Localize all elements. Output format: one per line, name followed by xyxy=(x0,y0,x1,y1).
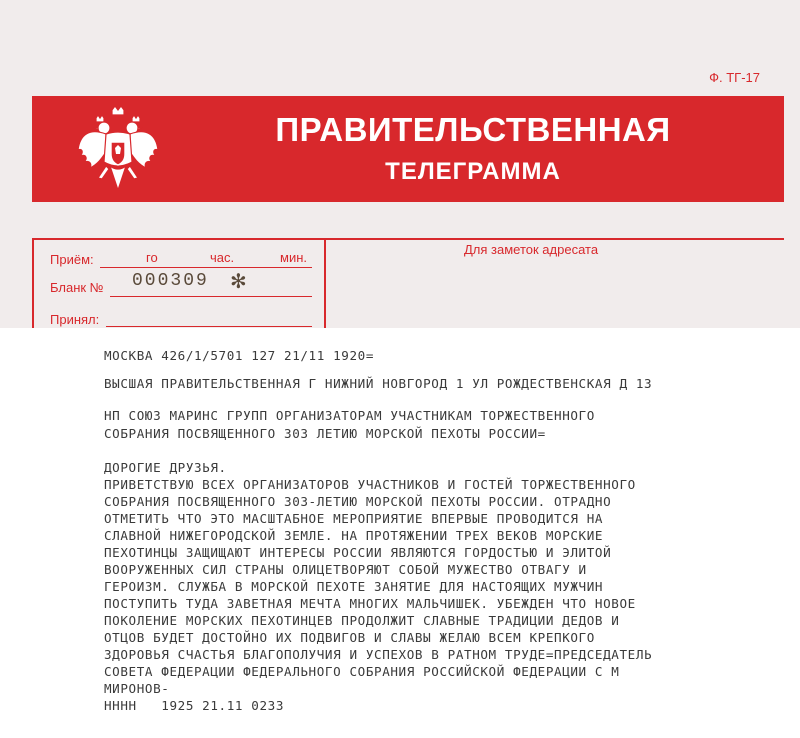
body-line: ЗДОРОВЬЯ СЧАСТЬЯ БЛАГОПОЛУЧИЯ И УСПЕХОВ В РАТНОМ ТРУДЕ=ПРЕДСЕДАТЕЛЬ xyxy=(104,647,653,662)
document-title: ПРАВИТЕЛЬСТВЕННАЯ xyxy=(275,111,671,148)
title-banner xyxy=(32,96,784,202)
body-line: ПОСТУПИТЬ ТУДА ЗАВЕТНАЯ МЕЧТА МНОГИХ МАЛЬЧИШЕК. УБЕЖДЕН ЧТО НОВОЕ xyxy=(104,596,636,611)
address-line: ВЫСШАЯ ПРАВИТЕЛЬСТВЕННАЯ Г НИЖНИЙ НОВГОРОД 1 УЛ РОЖДЕСТВЕНСКАЯ Д 13 xyxy=(104,376,653,391)
accepted-label: Принял: xyxy=(50,312,100,327)
body-line: СОБРАНИЯ ПОСВЯЩЕННОГО 303-ЛЕТИЮ МОРСКОЙ ПЕХОТЫ РОССИИ. ОТРАДНО xyxy=(104,494,612,509)
received-line xyxy=(100,267,312,268)
blank-label: Бланк № xyxy=(50,280,104,295)
document-subtitle: ТЕЛЕГРАММА xyxy=(385,158,561,185)
footer-line: НННН 1925 21.11 0233 xyxy=(104,698,285,713)
body-line: ПРИВЕТСТВУЮ ВСЕХ ОРГАНИЗАТОРОВ УЧАСТНИКОВ И ГОСТЕЙ ТОРЖЕСТВЕННОГО xyxy=(104,477,636,492)
form-code: Ф. ТГ-17 xyxy=(709,70,760,85)
notes-label: Для заметок адресата xyxy=(464,242,599,257)
accepted-line xyxy=(106,326,312,327)
coat-of-arms-icon xyxy=(76,104,160,196)
hours-label: час. xyxy=(210,250,235,265)
body-line: ПОКОЛЕНИЕ МОРСКИХ ПЕХОТИНЦЕВ ПРОДОЛЖИТ СЛАВНЫЕ ТРАДИЦИИ ДЕДОВ И xyxy=(104,613,620,628)
body-line: ПЕХОТИНЦЫ ЗАЩИЩАЮТ ИНТЕРЕСЫ РОССИИ ЯВЛЯЮТСЯ ГОРДОСТЬЮ И ЭЛИТОЙ xyxy=(104,545,612,560)
minutes-label: мин. xyxy=(280,250,307,265)
body-line: ОТЦОВ БУДЕТ ДОСТОЙНО ИХ ПОДВИГОВ И СЛАВЫ ЖЕЛАЮ ВСЕМ КРЕПКОГО xyxy=(104,630,595,645)
recipient-line: СОБРАНИЯ ПОСВЯЩЕННОГО 303 ЛЕТИЮ МОРСКОЙ ПЕХОТЫ РОССИИ= xyxy=(104,426,546,441)
blank-number: 000309 xyxy=(132,271,209,291)
body-line: ВООРУЖЕННЫХ СИЛ СТРАНЫ ОЛИЦЕТВОРЯЮТ СОБОЙ МУЖЕСТВО ОТВАГУ И xyxy=(104,562,587,577)
body-line: СЛАВНОЙ НИЖЕГОРОДСКОЙ ЗЕМЛЕ. НА ПРОТЯЖЕНИИ ТРЕХ ВЕКОВ МОРСКИЕ xyxy=(104,528,604,543)
telegram-text xyxy=(0,328,800,738)
header-line: МОСКВА 426/1/5701 127 21/11 1920= xyxy=(104,348,375,363)
registration-box xyxy=(32,238,784,336)
recipient-line: НП СОЮЗ МАРИНС ГРУПП ОРГАНИЗАТОРАМ УЧАСТНИКАМ ТОРЖЕСТВЕННОГО xyxy=(104,408,595,423)
body-line: МИРОНОВ- xyxy=(104,681,170,696)
body-line: ОТМЕТИТЬ ЧТО ЭТО МАСШТАБНОЕ МЕРОПРИЯТИЕ ВПЕРВЫЕ ПРОВОДИТСЯ НА xyxy=(104,511,604,526)
go-label: го xyxy=(146,250,158,265)
body-line: ДОРОГИЕ ДРУЗЬЯ. xyxy=(104,460,227,475)
body-line: СОВЕТА ФЕДЕРАЦИИ ФЕДЕРАЛЬНОГО СОБРАНИЯ РОССИЙСКОЙ ФЕДЕРАЦИИ С М xyxy=(104,664,620,679)
blank-line xyxy=(110,296,312,297)
telegram-form-header xyxy=(0,0,800,338)
registration-fields xyxy=(34,240,326,336)
body-line: ГЕРОИЗМ. СЛУЖБА В МОРСКОЙ ПЕХОТЕ ЗАНЯТИЕ ДЛЯ НАСТОЯЩИХ МУЖЧИН xyxy=(104,579,604,594)
blank-mark-icon: ✻ xyxy=(230,271,247,293)
received-label: Приём: xyxy=(50,252,94,267)
